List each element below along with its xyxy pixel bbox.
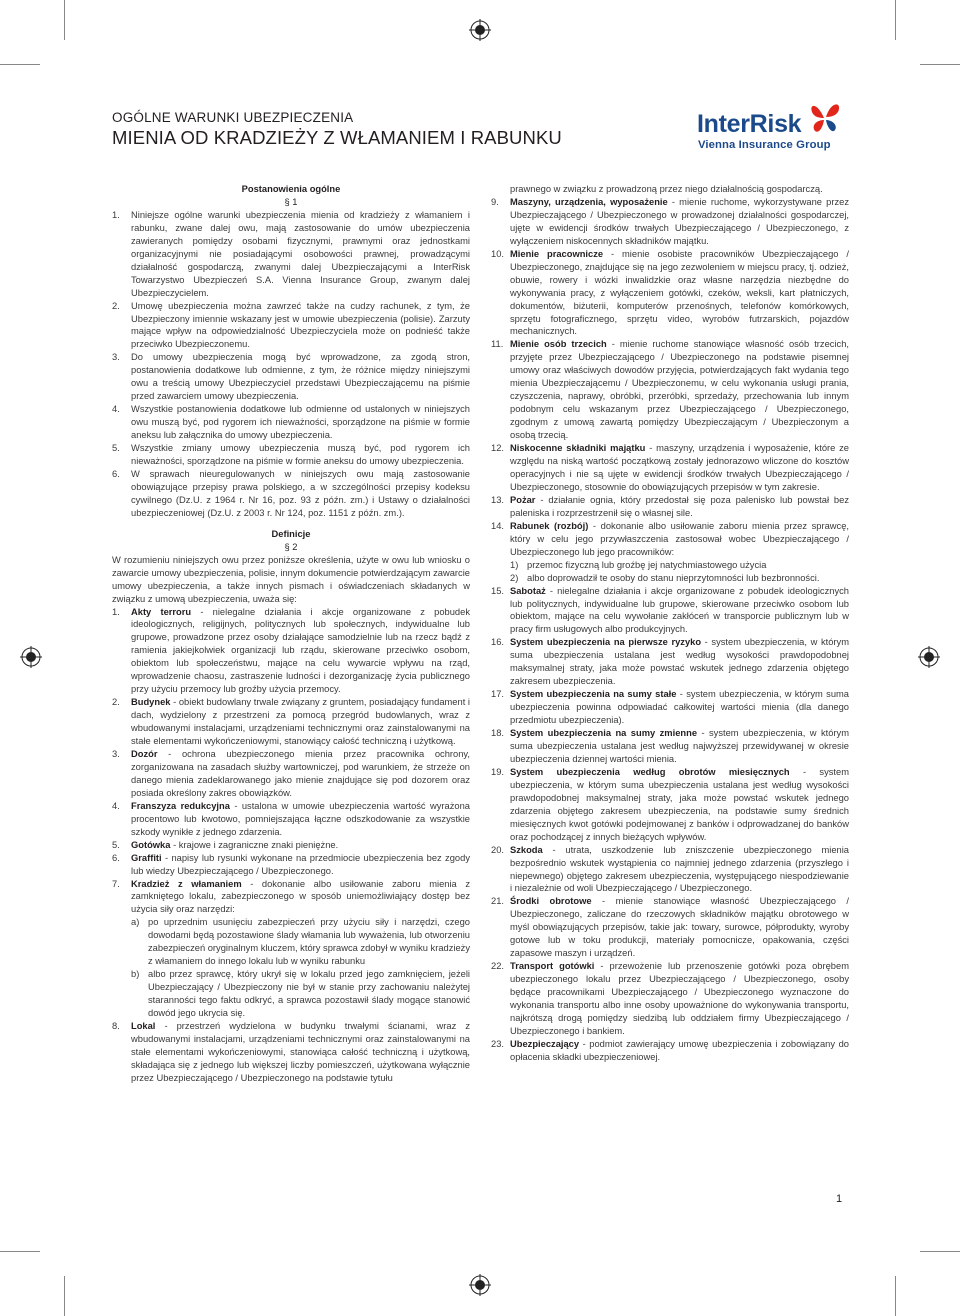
subitem-label: b) (131, 969, 140, 980)
document-title-line2: MIENIA OD KRADZIEŻY Z WŁAMANIEM I RABUNKU (112, 127, 562, 148)
provision-item (112, 351, 470, 403)
definition-subitem-wrap (112, 916, 470, 968)
crop-line (64, 0, 65, 40)
provision-item (112, 468, 470, 520)
definition-item (112, 839, 470, 852)
item-number: 14. (491, 520, 504, 531)
definition-term: Maszyny, urządzenia, wyposażenie (510, 196, 668, 207)
item-text: Niniejsze ogólne warunki ubezpieczenia mienia od kradzieży z włamaniem i rabunku, zwane dalej owu, mają zastosowanie do umów ubezpieczenia zawieranych pomiędzy osobami fizycznymi, prawnymi oraz jednostkami organizacyjnymi nie posiadającymi osobowości prawnej, prowadzącymi działalność gospodarczą, zwanymi dalej Ubezpieczającymi a InterRisk Towarzystwo Ubezpieczeń S.A. Vienna Insurance Group, zwanym dalej Ubezpieczycielem. (131, 209, 470, 298)
item-number: 17. (491, 689, 504, 700)
subitem-label: a) (131, 917, 140, 928)
definition-item (491, 338, 849, 442)
definition-text: - ochrona ubezpieczonego mienia przez pracownika ochrony, zorganizowana na zasadach służby wartowniczej, pod warunkiem, że strzeże on danego mienia zadeklarowanego jako mienie znajdujące się pod dozorem oraz posiada określony zakres obowiązków. (131, 748, 470, 798)
definition-term: Gotówka (131, 839, 171, 850)
provision-item (112, 300, 470, 352)
definition-text: - system ubezpieczenia, w którym suma ubezpieczenia powinna odpowiadać całkowitej wartości mienia (dla danego przedmiotu ubezpieczenia). (510, 689, 849, 726)
definition-item (491, 196, 849, 248)
registration-mark-top (469, 19, 491, 41)
definition-item (112, 696, 470, 748)
item-number: 2. (112, 697, 120, 708)
item-number: 6. (112, 852, 120, 863)
item-number: 13. (491, 494, 504, 505)
registration-mark-left (20, 646, 42, 668)
definition-item (491, 895, 849, 960)
general-provisions-list (112, 209, 470, 520)
item-number: 4. (112, 800, 120, 811)
provision-item (112, 403, 470, 442)
registration-mark-right (918, 646, 940, 668)
definitions-intro: W rozumieniu niniejszych owu przez poniższe określenia, użyte w owu lub wniosku o zawarcie umowy ubezpieczenia, polisie, innym dokumencie potwierdzającym zawarcie umowy ubezpieczenia, a także innych pismach i oświadczeniach składanych w związku z umową ubezpieczenia, uważa się: (112, 554, 470, 604)
left-column (112, 183, 470, 1085)
item-number: 9. (491, 196, 499, 207)
subitem-label: 1) (510, 559, 519, 570)
definition-term: System ubezpieczenia według obrotów miesięcznych (510, 766, 790, 777)
definition-term: Środki obrotowe (510, 896, 592, 907)
definition-term: Graffiti (131, 852, 162, 863)
definition-item (112, 606, 470, 697)
definition-text: - mienie stanowiące własność Ubezpieczającego / Ubezpieczonego, zaliczane do rzeczowych składników majątku obrotowego w myśl obowiązujących przepisów, takie jak: towary, surowce, półprodukty, wyroby gotowe lub w toku produkcji, materiały pomocnicze, opakowania, części zapasowe maszyn i urządzeń. (510, 896, 850, 959)
item-number: 7. (112, 878, 120, 889)
definition-term: Mienie osób trzecich (510, 339, 607, 350)
definition-term: System ubezpieczenia na sumy stałe (510, 689, 677, 700)
definition-item (491, 1038, 849, 1064)
provision-item (112, 442, 470, 468)
definition-item (491, 636, 849, 688)
document-title-line1: OGÓLNE WARUNKI UBEZPIECZENIA (112, 110, 354, 125)
item-number: 18. (491, 728, 504, 739)
right-column (491, 183, 849, 1064)
definition-item (491, 727, 849, 766)
definition-term: Niskocenne składniki majątku (510, 443, 646, 454)
definition-term: Kradzież z włamaniem (131, 878, 242, 889)
definition-subitem-wrap (112, 968, 470, 1020)
crop-line (895, 0, 896, 40)
definition-term: Budynek (131, 697, 171, 708)
definitions-list-left (112, 606, 470, 1085)
section-title: Definicje (271, 528, 311, 539)
definition-text: - utrata, uszkodzenie lub zniszczenie ubezpieczonego mienia bezpośrednio wskutek wystąpienia co najmniej jednego zdarzenia (przyszłego i niepewnego) objętego zakresem ubezpieczenia, występującego niespodziewanie i niezależnie od woli Ubezpieczającego / Ubezpieczonego. (510, 844, 849, 894)
item-number: 3. (112, 748, 120, 759)
definitions-list-right (491, 196, 849, 1064)
document-header (112, 110, 562, 149)
definition-text: - nielegalne działania i akcje organizowane z pobudek ideologicznych lub politycznych, indywidualne lub grupowe, skierowane przeciwko osobom lub obiektom, mające na celu wywołanie zakłóceń w transporcie publicznym lub w pracy firm usługowych albo produkcyjnych. (510, 585, 849, 635)
definition-subitem (510, 559, 849, 572)
item-number: 1. (112, 606, 120, 617)
crop-line (0, 64, 40, 65)
item-number: 8. (112, 1021, 120, 1031)
crop-line (920, 64, 960, 65)
crop-line (895, 1276, 896, 1316)
definition-item (491, 585, 849, 637)
item-number: 15. (491, 585, 504, 596)
definition-term: Sabotaż (510, 585, 546, 596)
item-text: Wszystkie postanowienia dodatkowe lub odmienne od ustalonych w niniejszych owu muszą być, pod rygorem ich nieważności, sporządzone na piśmie w formie aneksu lub załącznika do umowy ubezpieczenia. (131, 404, 470, 441)
item-number: 3. (112, 352, 120, 363)
definition-text: - dokonanie albo usiłowanie zaboru mienia przez sprawcę, który w celu jego przywłaszczenia zastosował wobec Ubezpieczającego / Ubezpieczonego lub jego pracowników: (510, 520, 849, 557)
page-number: 1 (836, 1193, 843, 1205)
definition-term: Ubezpieczający (510, 1038, 580, 1049)
section-paragraph-mark: § 2 (284, 541, 298, 552)
item-text: Umowę ubezpieczenia można zawrzeć także na cudzy rachunek, z tym, że Ubezpieczony imiennie wskazany jest w umowie ubezpieczenia (polisie). Zarzuty mające wpływ na odpowiedzialność Ubezpieczyciela może on podnieść także przeciwko Ubezpieczonemu. (131, 300, 470, 350)
registration-mark-bottom (469, 1274, 491, 1296)
definition-term: Pożar (510, 494, 536, 505)
item-number: 20. (491, 844, 504, 855)
item-text: Do umowy ubezpieczenia mogą być wprowadzone, za zgodą stron, postanowienia dodatkowe lub odmienne, z tym, że różnice między niniejszymi owu a treścią umowy Ubezpieczyciel przedstawi Ubezpieczającemu na piśmie przed zawarciem umowy ubezpieczenia. (131, 352, 470, 402)
definition-item (112, 748, 470, 800)
item-number: 23. (491, 1038, 504, 1049)
logo-subtitle: Vienna Insurance Group (698, 139, 831, 151)
item-number: 12. (491, 443, 504, 454)
definition-continuation: prawnego w związku z prowadzoną przez niego działalnością gospodarczą. (510, 184, 823, 194)
item-number: 4. (112, 404, 120, 415)
item-number: 11. (491, 339, 504, 350)
definition-text: - mienie ruchome stanowiące własność osób trzecich, przyjęte przez Ubezpieczającego / Ubezpieczonego na podstawie pisemnej umowy oraz właściwych dowodów przyjęcia, potwierdzających fakt wydania tego mienia Ubezpieczającemu / Ubezpieczonemu, w celu wykonania usługi prania, czyszczenia, naprawy, obróbki, przeróbki, sprzedaży, przechowania lub innym podobnym celu wskazanym przez Ubezpieczającego / Ubezpieczonego, zgodnym z umową zawartą pomiędzy Ubezpieczającym / Ubezpieczonym a osobą trzecią. (510, 339, 850, 441)
definition-item (112, 852, 470, 878)
definition-item (491, 494, 849, 520)
item-number: 5. (112, 839, 120, 850)
item-number: 16. (491, 637, 504, 648)
definition-text: - obiekt budowlany trwale związany z gruntem, posiadający fundament i dach, wydzielony z przestrzeni za pomocą przegród budowlanych, wraz z wbudowanymi instalacjami, urządzeniami technicznymi oraz zainstalowanymi na stałe elementami wykończeniowymi, stanowiący całość techniczną i użytkową. (131, 697, 470, 747)
definition-text: - mienie osobiste pracowników Ubezpieczającego / Ubezpieczonego, znajdujące się na jego zezwoleniem w miejscu pracy, tj. odzież, obuwie, rowery i wózki inwalidzkie oraz własne narzędzia niezbędne do wykonywania pracy, z wyłączeniem gotówki, czeków, weksli, kart płatniczych, dokumentów, biżuterii, komputerów przenośnych, telefonów komórkowych, sprzętu fotograficznego, sprzętu video, wyrobów futrzarskich, pojazdów mechanicznych. (510, 248, 849, 337)
definition-item (112, 878, 470, 917)
definition-item (491, 248, 849, 339)
item-number: 1. (112, 209, 120, 220)
item-number: 19. (491, 766, 504, 777)
definition-subitem-wrap (491, 572, 849, 585)
item-number: 6. (112, 468, 120, 479)
item-text: W sprawach nieuregulowanych w niniejszych owu mają zastosowanie obowiązujące przepisy prawa polskiego, a w szczególności przepisy kodeksu cywilnego (Dz.U. z 1964 r. Nr 16, poz. 93 z późn. zm.) i Ustawy o działalności ubezpieczeniowej (Dz.U. z 2003 r. Nr 124, poz. 1151 z późn. zm.). (131, 468, 470, 518)
definition-text: - przewożenie lub przenoszenie gotówki poza obrębem ubezpieczonego lokalu przez Ubezpieczającego / Ubezpieczonego, osoby będące pracownikami Ubezpieczającego / Ubezpieczonego wyznaczone do wykonania transportu albo inne osoby upoważnione do wykonywania transportu, najkrótszą drogą pomiędzy siedzibą lub oddziałem firmy Ubezpieczającego / Ubezpieczonego i bankiem. (510, 961, 849, 1036)
definition-text: - system ubezpieczenia, w którym suma ubezpieczenia ustalana jest według wysokości prawdopodobnej maksymalnej straty, jaka może powstać wskutek jednego zdarzenia objętego zakresem ubezpieczenia, na podstawie sumy średnich miesięcznych kwot gotówki podejmowanej z banków i odprowadzanej do banków oraz pochodzącej z innych bieżących wpływów. (510, 766, 849, 842)
item-text: Wszystkie zmiany umowy ubezpieczenia muszą być, pod rygorem ich nieważności, sporządzone na piśmie w formie aneksu do umowy ubezpieczenia. (131, 443, 470, 467)
crop-line (0, 1251, 40, 1252)
definition-term: Lokal (131, 1021, 156, 1031)
definition-text: - podmiot zawierający umowę ubezpieczenia i zobowiązany do opłacenia składki ubezpieczeniowej. (510, 1038, 849, 1062)
section-paragraph-mark: § 1 (284, 196, 298, 207)
definition-text: - maszyny, urządzenia i wyposażenie, które ze względu na niską wartość początkową zostały jednorazowo wliczone do kosztów operacyjnych i nie są ujęte w ewidencji środków trwałych Ubezpieczającego / Ubezpieczonego, stosownie do obowiązujących przepisów w tym zakresie. (510, 443, 850, 492)
subitem-text: przemoc fizyczną lub groźbę jej natychmiastowego użycia (527, 559, 767, 570)
definition-subitem (131, 968, 470, 1020)
subitem-label: 2) (510, 572, 519, 583)
definition-term: Dozór (131, 748, 158, 759)
item-number: 5. (112, 443, 120, 454)
item-number: 21. (491, 896, 504, 907)
definition-term: Rabunek (rozbój) (510, 520, 589, 531)
definition-term: Franszyza redukcyjna (131, 800, 230, 811)
definition-term: Akty terroru (131, 606, 192, 617)
definition-term: Transport gotówki (510, 961, 595, 972)
interrisk-logo (697, 104, 842, 156)
definition-subitem (510, 572, 849, 585)
definition-item (491, 520, 849, 559)
definition-text: - nielegalne działania i akcje organizowane z pobudek ideologicznych, religijnych, politycznych lub społecznych, indywidualne lub grupowe, prowadzone przez osoby działające samodzielnie lub na rzecz bądź z ramienia jakiejkolwiek organizacji lub rządu, skierowane przeciwko osobom, obiektom lub społeczeństwu, mające na celu wywarcie wpływu na rząd, wprowadzenie chaosu, zastraszenie ludności i dezorganizację życia publicznego przy użyciu przemocy lub groźby użycia przemocy. (131, 606, 470, 695)
definition-term: System ubezpieczenia na sumy zmienne (510, 728, 698, 739)
section-title: Postanowienia ogólne (241, 184, 341, 194)
definition-term: Mienie pracownicze (510, 248, 604, 259)
butterfly-logo-icon (807, 98, 843, 136)
definition-term: System ubezpieczenia na pierwsze ryzyko (510, 637, 702, 648)
definition-item (491, 844, 849, 896)
definition-item (491, 688, 849, 727)
item-number: 22. (491, 961, 504, 972)
logo-name: InterRisk (697, 110, 802, 138)
subitem-text: albo doprowadził te osoby do stanu nieprzytomności lub bezbronności. (527, 572, 820, 583)
definition-text: - krajowe i zagraniczne znaki pieniężne. (170, 839, 339, 850)
item-number: 2. (112, 300, 120, 311)
definition-subitem-wrap (491, 559, 849, 572)
definition-text: - przestrzeń wydzielona w budynku trwałymi ścianami, wraz z wbudowanymi instalacjami, urządzeniami technicznymi oraz zainstalowanymi na stałe elementami wykończeniowymi, stanowiąca całość techniczną i użytkową, składająca się z jednego lub większej liczby pomieszczeń, użytkowana wyłącznie przez Ubezpieczającego / Ubezpieczonego na podstawie tytułu (131, 1021, 470, 1083)
definition-item (491, 766, 849, 844)
definition-text: - napisy lub rysunki wykonane na przedmiocie ubezpieczenia bez zgody lub wiedzy Ubezpieczającego / Ubezpieczonego. (131, 852, 470, 876)
definition-term: Szkoda (510, 844, 543, 855)
definition-text: - system ubezpieczenia, w którym suma ubezpieczenia ustalana jest według wysokości prawdopodobnej maksymalnej straty, jaka może powstać wskutek jednego zdarzenia objętego zakresem ubezpieczenia. (510, 637, 849, 687)
definition-item (112, 1020, 470, 1085)
definition-text: - system ubezpieczenia, w którym suma ubezpieczenia ustalana jest według najwyższej przewidywanej w okresie ubezpieczenia dziennej wartości mienia. (510, 728, 849, 764)
definition-item (491, 442, 849, 494)
item-number: 10. (491, 248, 504, 259)
crop-line (64, 1276, 65, 1316)
definition-text: - mienie ruchome, wykorzystywane przez Ubezpieczającego / Ubezpieczonego w prowadzonej działalności gospodarczej, ujęte w ewidencji środków trwałych Ubezpieczającego / Ubezpieczonego, z wyłączeniem niskocennych składników majątku. (510, 196, 849, 246)
definition-subitem (131, 916, 470, 968)
definition-item (491, 960, 849, 1038)
subitem-text: albo przez sprawcę, który ukrył się w lokalu przed jego zamknięciem, jeżeli Ubezpieczający / Ubezpieczony nie był w stanie przy zachowaniu należytej staranności tego faktu odkryć, a sprawca pozostawił ślady mogące stanowić dowód jego ukrycia się. (148, 969, 470, 1019)
subitem-text: po uprzednim usunięciu zabezpieczeń przy użyciu siły i narzędzi, czego dowodami będą pozostawione ślady włamania lub wyważenia, lub otworzeniu zabezpieczeń oryginalnym kluczem, który sprawca zdobył w wyniku kradzieży z włamaniem do innego lokalu lub w wyniku rabunku (148, 917, 470, 967)
definition-text: - dokonanie albo usiłowanie zaboru mienia z zamkniętego lokalu, zabezpieczonego w sposób uniemożliwiający dostęp bez użycia siły oraz narzędzi: (131, 878, 470, 915)
definition-text: - działanie ognia, który przedostał się poza palenisko lub powstał bez paleniska i rozprzestrzenił się o własnej sile. (510, 494, 849, 518)
definition-item (112, 800, 470, 839)
definition-text: - ustalona w umowie ubezpieczenia wartość wyrażona procentowo lub kwotowo, pomniejszająca łączne odszkodowanie za wszystkie szkody wynikłe z jednego zdarzenia. (131, 800, 470, 837)
provision-item (112, 209, 470, 300)
crop-line (920, 1251, 960, 1252)
